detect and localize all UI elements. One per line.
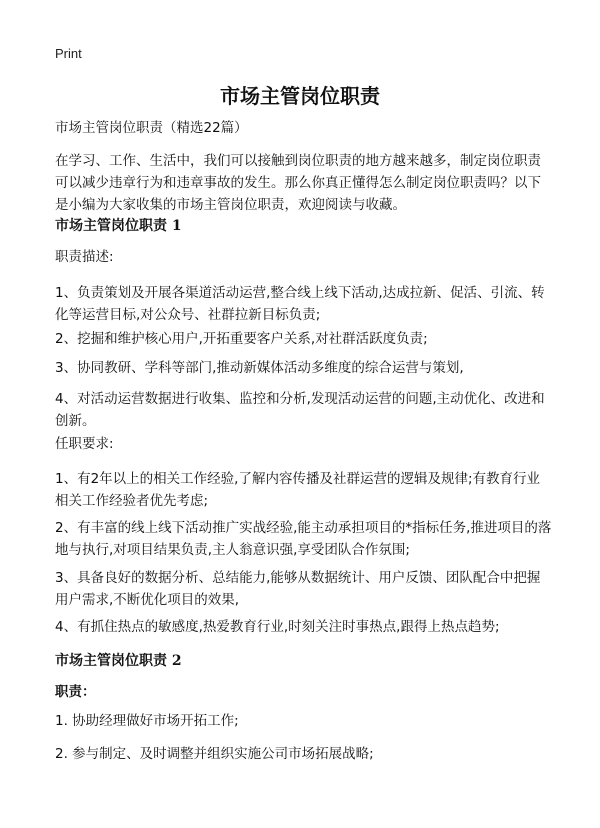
section-2-duty-item: 1. 协助经理做好市场开拓工作; [55,713,239,729]
section-1-duty-item: 1、负责策划及开展各渠道活动运营,整合线上线下活动,达成拉新、促活、引流、转化等运营目标,对公众号、社群拉新目标负责; [55,285,545,323]
section-1-duty-item: 3、协同教研、学科等部门,推动新媒体活动多维度的综合运营与策划, [55,360,464,376]
section-1-requirement-item: 4、有抓住热点的敏感度,热爱教育行业,时刻关注时事热点,跟得上热点趋势; [55,619,500,635]
section-1-requirement-item: 3、具备良好的数据分析、总结能力,能够从数据统计、用户反馈、团队配合中把握用户需求,不断优化项目的效果, [55,570,541,608]
section-1-duties-label: 职责描述: [55,249,114,265]
section-1-heading: 市场主管岗位职责 1 [55,218,182,234]
section-2-duties-label: 职责： [55,684,96,700]
section-2-duty-item: 2. 参与制定、及时调整并组织实施公司市场拓展战略; [55,746,374,762]
intro-paragraph: 在学习、工作、生活中，我们可以接触到岗位职责的地方越来越多，制定岗位职责可以减少违章行为和违章事故的发生。那么你真正懂得怎么制定岗位职责吗？以下是小编为大家收集的市场主管岗位职责，欢迎阅读与收藏。 [55,153,541,213]
document-title: 市场主管岗位职责 [220,84,380,108]
section-1-duty-item: 4、对活动运营数据进行收集、监控和分析,发现活动运营的问题,主动优化、改进和创新。 [55,391,545,429]
section-1-duty-item: 2、挖掘和维护核心用户,开拓重要客户关系,对社群活跃度负责; [55,331,428,347]
print-link[interactable]: Print [55,46,82,61]
document-subtitle: 市场主管岗位职责（精选22篇） [55,120,248,136]
section-2-heading: 市场主管岗位职责 2 [55,653,182,669]
section-1-requirements-label: 任职要求: [55,436,114,452]
section-1-requirement-item: 2、有丰富的线上线下活动推广实战经验,能主动承担项目的*指标任务,推进项目的落地与执行,对项目结果负责,主人翁意识强,享受团队合作氛围; [55,520,552,558]
section-1-requirement-item: 1、有2年以上的相关工作经验,了解内容传播及社群运营的逻辑及规律;有教育行业相关工作经验者优先考虑; [55,471,541,509]
